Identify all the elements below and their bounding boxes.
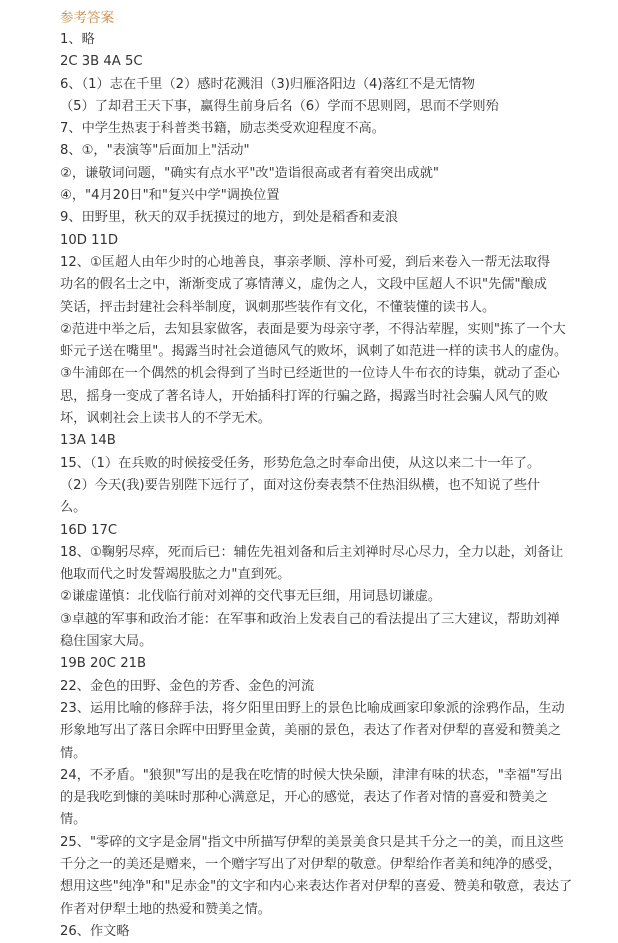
- answer-line: 他取而代之时发誓竭股肱之力"直到死。: [60, 567, 291, 583]
- answer-line: 19B 20C 21B: [60, 656, 147, 672]
- answer-line: （5）了却君王天下事，赢得生前身后名（6）学而不思则罔，思而不学则殆: [60, 98, 499, 114]
- answer-line: 7、中学生热衷于科普类书籍，励志类受欢迎程度不高。: [60, 121, 385, 137]
- answer-line: ②，谦敬词问题，"确实有点水平"改"造诣很高或者有着突出成就": [60, 165, 439, 181]
- answer-line: 1、略: [60, 32, 95, 47]
- answer-line: 23、运用比喻的修辞手法，将夕阳里田野上的景色比喻成画家印象派的涂鸦作品，生动: [60, 700, 565, 716]
- answer-line: 坏，讽刺社会上读书人的不学无术。: [60, 411, 271, 427]
- answer-line: 虾元子送在嘴里"。揭露当时社会道德风气的败坏，讽刺了如范进一样的读书人的虚伪。: [60, 344, 568, 360]
- answer-line: 13A 14B: [60, 433, 116, 449]
- answer-line: 10D 11D: [60, 232, 119, 248]
- answer-line: 16D 17C: [60, 522, 118, 538]
- answer-line: 的是我吃到慷的美味时那种心满意足，开心的感觉，表达了作者对情的喜爱和赞美之: [60, 790, 548, 806]
- answer-line: 情。: [60, 812, 87, 828]
- answer-line: 8、①，"表演等"后面加上"活动": [60, 143, 250, 159]
- answer-line: （2）今天(我)要告别陛下远行了，面对这份奏表禁不住热泪纵横，也不知说了些什: [60, 477, 541, 493]
- answer-line: 25、"零碎的文字是金屑"指文中所描写伊犁的美景美食只是其千分之一的美，而且这些: [60, 834, 564, 850]
- answer-line: 15、（1）在兵败的时候接受任务，形势危急之时奉命出使，从这以来二十一年了。: [60, 455, 541, 471]
- answer-line: 18、①鞠躬尽瘁，死而后已：辅佐先祖刘备和后主刘禅时尽心尽力，全力以赴，刘备让: [60, 544, 564, 560]
- answer-line: 功名的假名士之中，渐渐变成了寡情薄义，虚伪之人，文段中匡超人不识"先儒"酿成: [60, 277, 547, 293]
- answer-line: 想用这些"纯净"和"足赤金"的文字和内心来表达作者对伊犁的喜爱、赞美和敬意，表达了: [60, 879, 573, 895]
- answer-line: 稳住国家大局。: [60, 634, 153, 650]
- answer-line: ③牛浦郎在一个偶然的机会得到了当时已经逝世的一位诗人牛布衣的诗集，就动了歪心: [60, 366, 560, 382]
- answer-line: 么。: [60, 500, 87, 516]
- answer-line: 笑话，抨击封建社会科举制度，讽刺那些装作有文化，不懂装懂的读书人。: [60, 299, 496, 315]
- answer-lines: [60, 29, 604, 943]
- answer-line: 24，不矛盾。"狼狈"写出的是我在吃情的时候大快朵颐，津津有味的状态，"幸福"写出: [60, 767, 563, 783]
- answer-line: 12、①匡超人由年少时的心地善良，事亲孝顺、淳朴可爱，到后来卷入一帮无法取得: [60, 254, 551, 270]
- answer-line: 9、田野里，秋天的双手抚摸过的地方，到处是稻香和麦浪: [60, 210, 399, 226]
- answer-line: ②谦虚谨慎：北伐临行前对刘禅的交代事无巨细，用词恳切谦虚。: [60, 589, 442, 605]
- answer-line: 6、（1）志在千里（2）感时花溅泪（3)归雁洛阳边（4)落红不是无情物: [60, 76, 475, 92]
- answer-line: 26、作文略: [60, 923, 130, 939]
- answer-line: 作者对伊犁土地的热爱和赞美之情。: [60, 901, 271, 917]
- answer-line: ④，"4月20日"和"复兴中学"调换位置: [60, 188, 280, 204]
- answer-line: ③卓越的军事和政治才能：在军事和政治上发表自己的看法提出了三大建议，帮助刘禅: [60, 611, 560, 627]
- document-title: 参考答案: [60, 10, 114, 26]
- answer-line: 22、金色的田野、金色的芳香、金色的河流: [60, 678, 315, 694]
- answer-line: 形象地写出了落日余晖中田野里金黄，美丽的景色，表达了作者对伊犁的喜爱和赞美之: [60, 723, 562, 739]
- answer-line: 千分之一的美还是赠来，一个赠字写出了对伊犁的敬意。伊犁给作者美和纯净的感受，: [60, 856, 562, 872]
- answer-line: 情。: [60, 745, 87, 761]
- answer-line: 2C 3B 4A 5C: [60, 54, 143, 70]
- answer-line: ②范进中举之后，去知县家做客，表面是要为母亲守孝，不得沾荤腥，实则"拣了一个大: [60, 321, 566, 337]
- answer-line: 思，摇身一变成了著名诗人，开始插科打诨的行骗之路，揭露当时社会骗人风气的败: [60, 388, 548, 404]
